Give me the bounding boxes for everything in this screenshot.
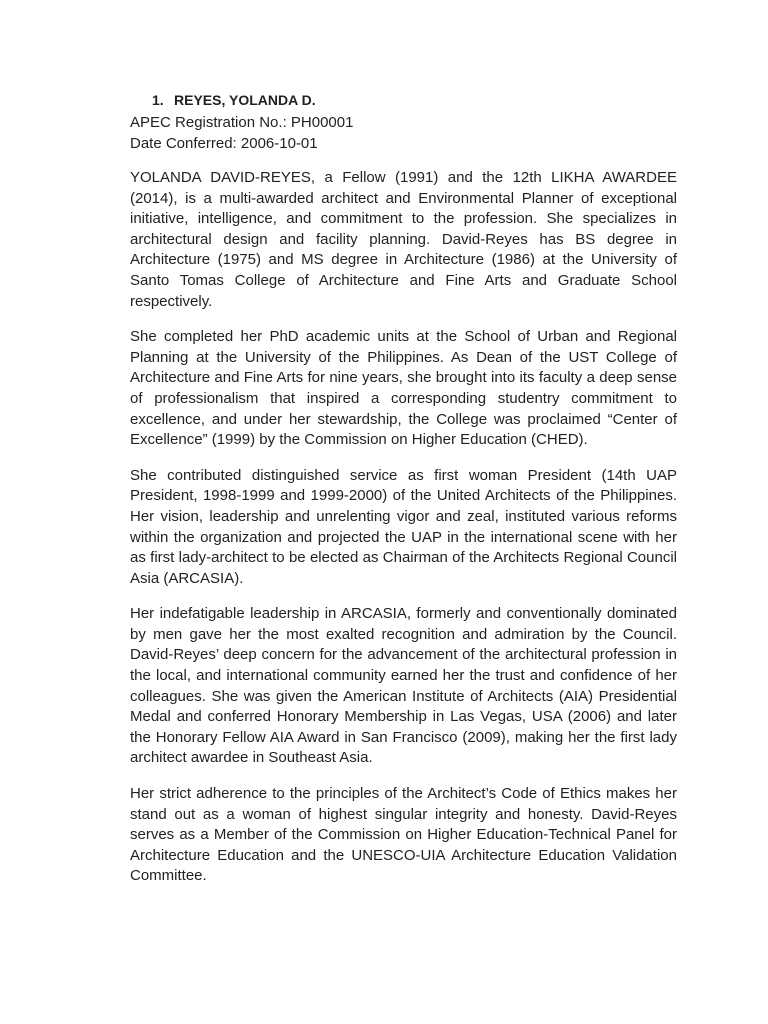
paragraph: Her strict adherence to the principles of the Architect’s Code of Ethics makes her stand out as a woman of highest singular integrity and honesty. David-Reyes serves as a Member of the Commission on Higher Education-Technical Panel for Architecture Education and the UNESCO-UIA Architecture Education Validation Committee.	[130, 785, 677, 885]
paragraph: Her indefatigable leadership in ARCASIA, formerly and conventionally dominated by men gave her the most exalted recognition and admiration by the Council. David-Reyes’ deep concern for the advancement of the architectural profession in the local, and international community earned her the trust and confidence of her colleagues. She was given the American Institute of Architects (AIA) Presidential Medal and conferred Honorary Membership in Las Vegas, USA (2006) and later the Honorary Fellow AIA Award in San Francisco (2009), making her the first lady architect awardee in Southeast Asia.	[130, 605, 677, 767]
document-page	[130, 90, 677, 887]
entry-heading	[152, 90, 677, 110]
date-conferred: Date Conferred: 2006-10-01	[130, 134, 318, 152]
entry-name: REYES, YOLANDA D.	[174, 92, 316, 108]
entry-number: 1.	[152, 92, 164, 108]
paragraph: She contributed distinguished service as first woman President (14th UAP President, 1998-1999 and 1999-2000) of the United Architects of the Philippines. Her vision, leadership and unrelenting vigor and zeal, instituted various reforms within the organization and projected the UAP in the international scene with her as first lady-architect to be elected as Chairman of the Architects Regional Council Asia (ARCASIA).	[130, 466, 677, 587]
paragraph: YOLANDA DAVID-REYES, a Fellow (1991) and the 12th LIKHA AWARDEE (2014), is a multi-awarded architect and Environmental Planner of exceptional initiative, intelligence, and commitment to the profession. She specializes in architectural design and facility planning. David-Reyes has BS degree in Architecture (1975) and MS degree in Architecture (1986) at the University of Santo Tomas College of Architecture and Fine Arts and Graduate School respectively.	[130, 169, 677, 310]
paragraph: She completed her PhD academic units at the School of Urban and Regional Planning at the University of the Philippines. As Dean of the UST College of Architecture and Fine Arts for nine years, she brought into its faculty a deep sense of professionalism that inspired a corresponding studentry commitment to excellence, and under her stewardship, the College was proclaimed “Center of Excellence” (1999) by the Commission on Higher Education (CHED).	[130, 328, 677, 449]
registration-number: APEC Registration No.: PH00001	[130, 114, 354, 131]
